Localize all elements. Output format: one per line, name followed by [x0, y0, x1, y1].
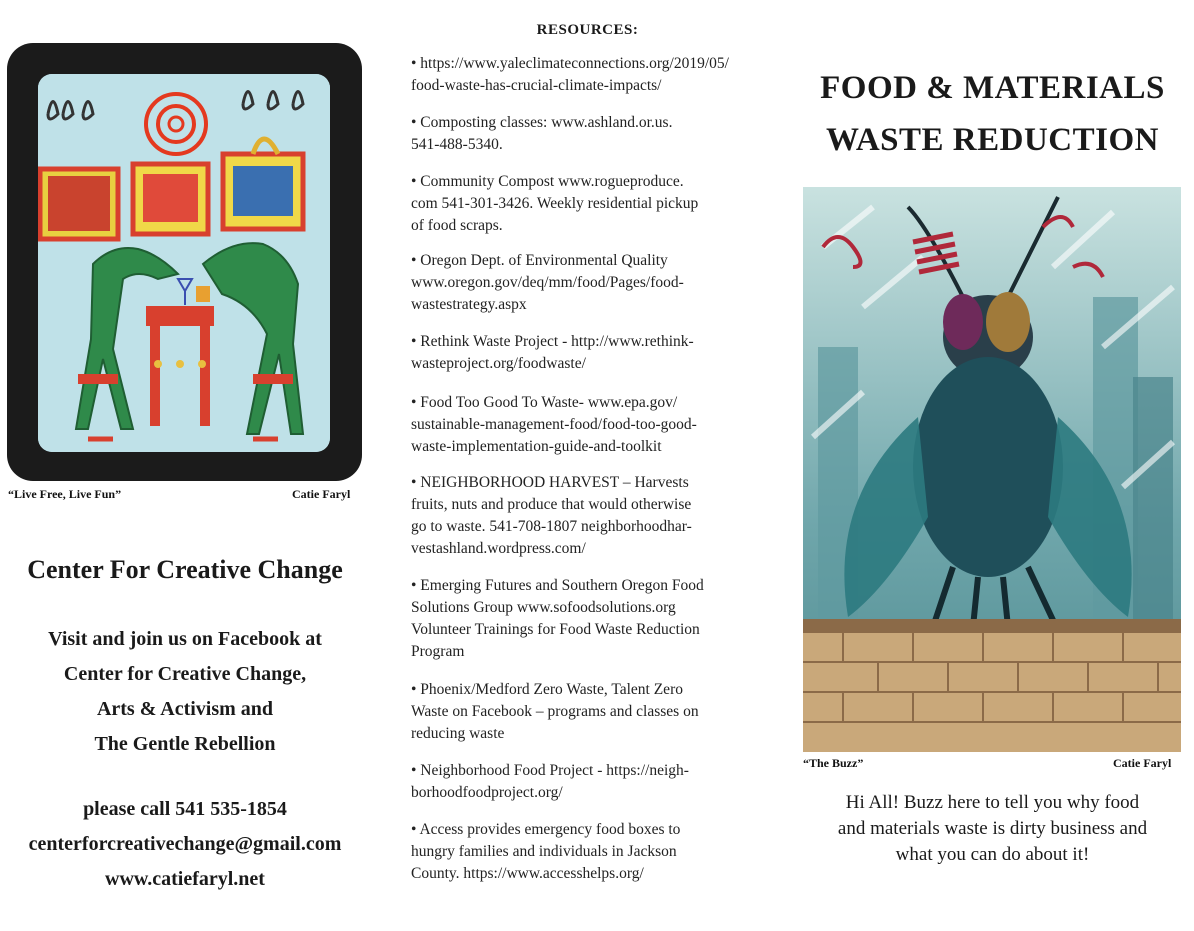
intro-line: and materials waste is dirty business and — [837, 818, 1148, 839]
facebook-invite — [0, 622, 370, 762]
facebook-invite-line: The Gentle Rebellion — [94, 733, 276, 755]
org-name: Center For Creative Change — [27, 555, 343, 584]
resource-line: wastestrategy.aspx — [411, 296, 527, 313]
resource-line: Waste on Facebook – programs and classes on — [411, 703, 699, 720]
contact-info — [0, 792, 370, 897]
resource-line: reducing waste — [411, 725, 505, 742]
resource-line: • https://www.yaleclimateconnections.org/2019/05/ — [411, 55, 729, 72]
resource-line: fruits, nuts and produce that would otherwise — [411, 496, 692, 513]
resource-line: • Composting classes: www.ashland.or.us. — [411, 114, 673, 131]
resource-line: borhoodfoodproject.org/ — [411, 784, 563, 801]
resource-line: • Phoenix/Medford Zero Waste, Talent Zero — [411, 681, 683, 698]
resource-line: • Access provides emergency food boxes to — [411, 821, 681, 838]
resource-item[interactable] — [411, 760, 766, 804]
resource-line: hungry families and individuals in Jackson — [411, 843, 677, 860]
fly-illustration — [803, 187, 1181, 752]
resource-line: vestashland.wordpress.com/ — [411, 540, 586, 557]
buzz-caption-title: “The Buzz” — [803, 756, 864, 770]
brochure-title — [795, 62, 1190, 166]
resource-item[interactable] — [411, 819, 766, 885]
resource-line: wasteproject.org/foodwaste/ — [411, 355, 586, 372]
resource-line: • Oregon Dept. of Environmental Quality — [411, 252, 668, 269]
facebook-invite-line: Center for Creative Change, — [63, 663, 307, 685]
resource-item[interactable] — [411, 575, 766, 663]
facebook-invite-line: Visit and join us on Facebook at — [48, 628, 322, 650]
resource-line: • Rethink Waste Project - http://www.rethink- — [411, 333, 694, 350]
resource-item[interactable] — [411, 53, 766, 97]
resource-line: waste-implementation-guide-and-toolkit — [411, 438, 662, 455]
resource-line: of food scraps. — [411, 217, 503, 234]
resource-line: www.oregon.gov/deq/mm/food/Pages/food- — [411, 274, 684, 291]
resource-item[interactable] — [411, 392, 766, 458]
resources-title: RESOURCES: — [536, 22, 639, 38]
resource-line: • Community Compost www.rogueproduce. — [411, 173, 684, 190]
resource-item[interactable] — [411, 472, 766, 560]
resource-line: sustainable-management-food/food-too-good- — [411, 416, 697, 433]
email-link[interactable]: centerforcreativechange@gmail.com — [28, 833, 342, 855]
resource-line: Solutions Group www.sofoodsolutions.org — [411, 599, 676, 616]
resource-item[interactable] — [411, 679, 766, 745]
resource-line: com 541-301-3426. Weekly residential pickup — [411, 195, 699, 212]
intro-text — [795, 790, 1190, 868]
painting-illustration — [38, 74, 330, 452]
painting-caption-title: “Live Free, Live Fun” — [8, 487, 122, 501]
resource-line: • NEIGHBORHOOD HARVEST – Harvests — [411, 474, 689, 491]
resource-item[interactable] — [411, 112, 766, 156]
resource-line: food-waste-has-crucial-climate-impacts/ — [411, 77, 662, 94]
intro-line: what you can do about it! — [895, 844, 1090, 865]
painting-the-buzz — [803, 187, 1181, 752]
brochure-title-line: WASTE REDUCTION — [826, 122, 1159, 158]
resource-item[interactable] — [411, 250, 766, 316]
buzz-caption-artist: Catie Faryl — [1113, 756, 1172, 770]
intro-line: Hi All! Buzz here to tell you why food — [845, 792, 1140, 813]
left-panel — [0, 0, 370, 931]
resource-line: County. https://www.accesshelps.org/ — [411, 865, 644, 882]
resource-line: 541-488-5340. — [411, 136, 503, 153]
resource-line: • Emerging Futures and Southern Oregon Food — [411, 577, 704, 594]
resource-item[interactable] — [411, 171, 766, 237]
resources-panel — [405, 0, 770, 931]
phone-text: please call 541 535-1854 — [83, 798, 287, 820]
resource-line: • Food Too Good To Waste- www.epa.gov/ — [411, 394, 678, 411]
resource-line: Program — [411, 643, 465, 660]
resource-line: go to waste. 541-708-1807 neighborhoodhar- — [411, 518, 692, 535]
painting-live-free-live-fun — [38, 74, 330, 452]
resource-line: Volunteer Trainings for Food Waste Reduction — [411, 621, 700, 638]
painting-caption-artist: Catie Faryl — [292, 487, 351, 501]
cover-panel — [795, 0, 1194, 931]
brochure-title-line: FOOD & MATERIALS — [820, 70, 1165, 106]
resource-line: • Neighborhood Food Project - https://neigh- — [411, 762, 689, 779]
facebook-invite-line: Arts & Activism and — [96, 698, 274, 720]
resource-item[interactable] — [411, 331, 766, 375]
website-link[interactable]: www.catiefaryl.net — [105, 868, 265, 890]
